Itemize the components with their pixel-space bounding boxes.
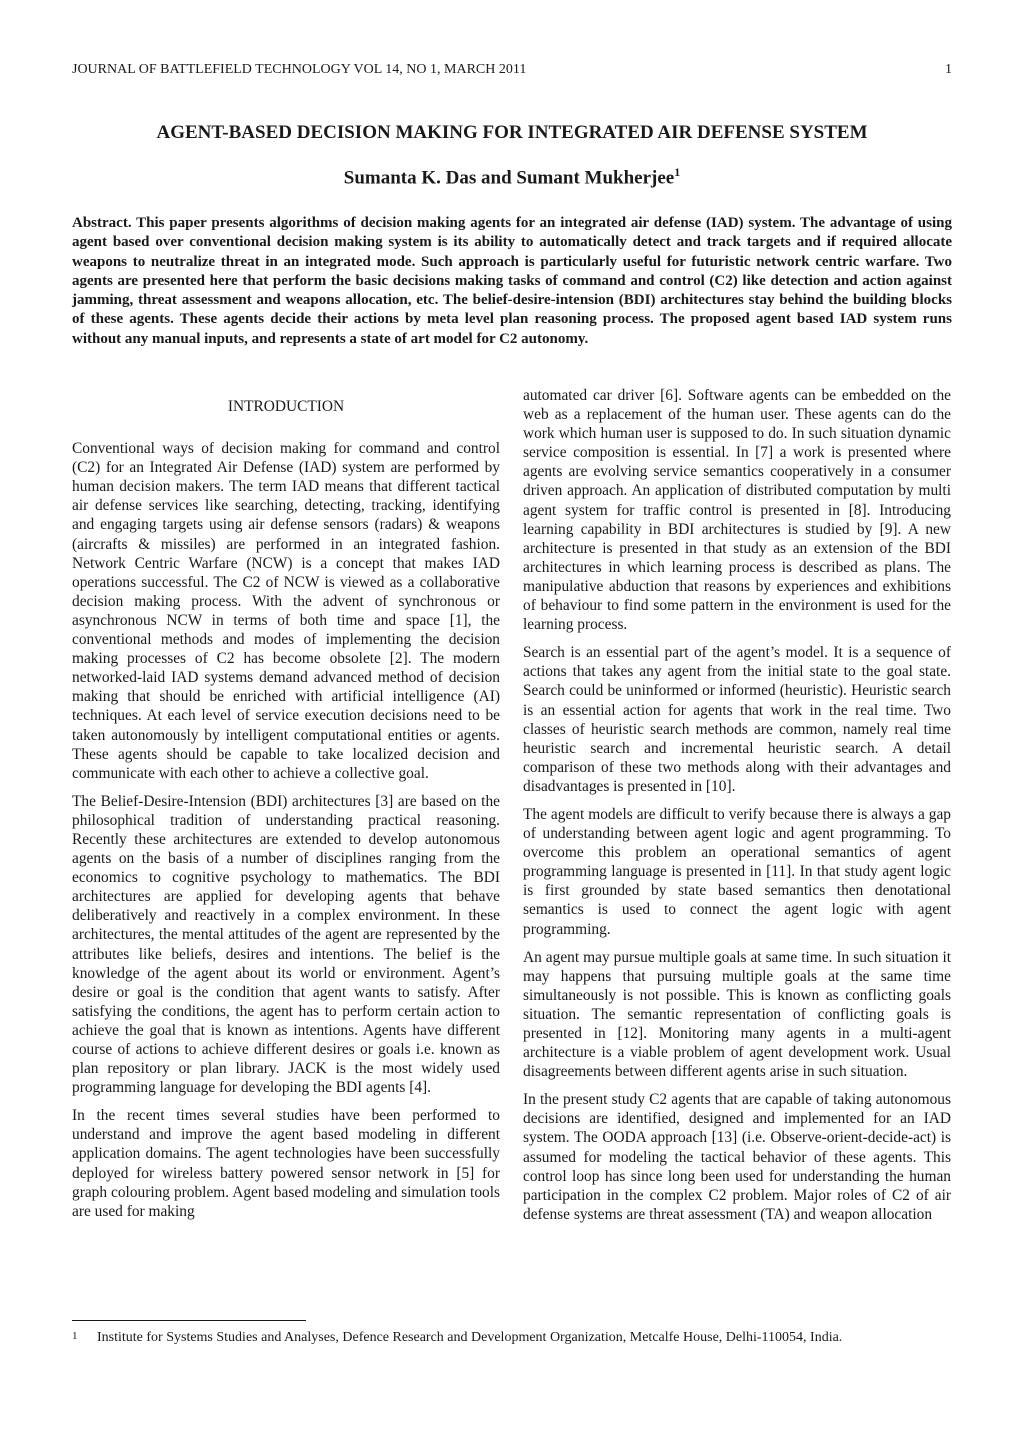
running-header — [72, 62, 952, 78]
author-footnote-marker: 1 — [674, 165, 681, 179]
footnote — [72, 1330, 952, 1346]
paragraph: In the recent times several studies have been performed to understand and improve the agent based modeling in different application domains. The agent technologies have been successfully deployed for wireless battery powered sensor network in [5] for graph colouring problem. Agent based modeling and simulation tools are used for making — [72, 1107, 500, 1220]
section-heading-introduction: INTRODUCTION — [227, 398, 345, 415]
footnote-text: Institute for Systems Studies and Analyses, Defence Research and Development Organization, Metcalfe House, Delhi-110054, India. — [97, 1330, 843, 1345]
left-column — [72, 386, 500, 1230]
authors — [72, 165, 952, 189]
paragraph: In the present study C2 agents that are capable of taking autonomous decisions are identified, designed and implemented for an IAD system. The OODA approach [13] (i.e. Observe-orient-decide-act) is assumed for modeling the tactical behavior of these agents. This control loop has since long been used for understanding the human participation in the complex C2 problem. Major roles of C2 of air defense systems are threat assessment (TA) and weapon allocation — [523, 1091, 951, 1223]
paragraph: An agent may pursue multiple goals at same time. In such situation it may happens that pursuing multiple goals at the same time simultaneously is not possible. This is known as conflicting goals situation. The semantic representation of conflicting goals is presented in [12]. Monitoring many agents in a multi-agent architecture is a viable problem of agent development work. Usual disagreements between different agents arise in such situation. — [523, 948, 951, 1081]
right-column — [523, 386, 951, 1233]
paragraph: Conventional ways of decision making for command and control (C2) for an Integrated Air Defense (IAD) system are performed by human decision makers. The term IAD means that different tactical air defense services like searching, detecting, tracking, identifying and engaging targets using air defense sensors (radars) & weapons (aircrafts & missiles) are performed in an integrated fashion. Network Centric Warfare (NCW) is a concept that makes IAD operations successful. The C2 of NCW is viewed as a collaborative decision making process. With the advent of synchronous or asynchronous NCW in terms of both time and space [1], the conventional methods and modes of implementing the decision making processes of C2 has become obsolete [2]. The modern networked-laid IAD systems demand advanced method of decision making that should be enriched with artificial intelligence (AI) techniques. At each level of service execution decisions need to be taken autonomously by intelligent computational entities or agents. These agents should be capable to take localized decision and communicate with each other to achieve a collective goal. — [72, 440, 500, 782]
paper-title: AGENT-BASED DECISION MAKING FOR INTEGRATED AIR DEFENSE SYSTEM — [156, 122, 868, 143]
author-names: Sumanta K. Das and Sumant Mukherjee — [343, 167, 675, 189]
paragraph: The Belief-Desire-Intension (BDI) architectures [3] are based on the philosophical tradition of understanding practical reasoning. Recently these architectures are extended to develop autonomous agents on the basis of a number of disciplines ranging from the economics to cognitive psychology to mathematics. The BDI architectures are applied for developing agents that behave deliberatively and reactively in a complex environment. In these architectures, the mental attitudes of the agent are represented by the attributes like beliefs, desires and intentions. The belief is the knowledge of the agent about its world or environment. Agent’s desire or goal is the condition that agent wants to satisfy. After satisfying the conditions, the agent has to perform certain action to achieve the goal that is known as intentions. Agents have different course of actions to achieve different desires or goals i.e. known as plan repository or plan library. JACK is the most widely used programming language for developing the BDI agents [4]. — [72, 792, 500, 1097]
paragraph: Search is an essential part of the agent’s model. It is a sequence of actions that takes any agent from the initial state to the goal state. Search could be uninformed or informed (heuristic). Heuristic search is an essential action for agents that work in the real time. Two classes of heuristic search methods are common, namely real time heuristic search and incremental heuristic search. A detail comparison of these two methods along with their advantages and disadvantages is presented in [10]. — [523, 644, 951, 795]
footnote-divider — [72, 1320, 306, 1321]
page-number: 1 — [945, 62, 952, 77]
abstract: Abstract. This paper presents algorithms of decision making agents for an integrated air defense (IAD) system. The advantage of using agent based over conventional decision making system is its ability to automatically detect and track targets and if required allocate weapons to neutralize threat in an integrated mode. Such approach is particularly useful for futuristic network centric warfare. Two agents are presented here that perform the basic decisions making tasks of command and control (C2) like detection and action against jamming, threat assessment and weapons allocation, etc. The belief-desire-intension (BDI) architectures stay behind the building blocks of these agents. These agents decide their actions by meta level plan reasoning process. The proposed agent based IAD system runs without any manual inputs, and represents a state of art model for C2 autonomy. — [72, 215, 952, 347]
paragraph: automated car driver [6]. Software agents can be embedded on the web as a replacement of the human user. These agents can do the work which human user is supposed to do. In such situation dynamic service composition is essential. In [7] a work is presented where agents are evolving service semantics cooperatively in a consumer driven approach. An application of distributed computation by multi agent system for traffic control is presented in [8]. Introducing learning capability in BDI architectures is studied by [9]. A new architecture is presented in that study as an extension of the BDI architectures in which learning process is described as plans. The manipulative abduction that reasons by experiences and exhibitions of behaviour to find some pattern in the environment is used for the learning process. — [523, 387, 951, 634]
journal-name: JOURNAL OF BATTLEFIELD TECHNOLOGY VOL 14, NO 1, MARCH 2011 — [72, 62, 527, 77]
paragraph: The agent models are difficult to verify because there is always a gap of understanding between agent logic and agent programming. To overcome this problem an operational semantics of agent programming language is presented in [11]. In that study agent logic is first grounded by state based semantics then denotational semantics is used to connect the agent logic with agent programming. — [523, 805, 951, 938]
footnote-marker: 1 — [72, 1330, 78, 1342]
